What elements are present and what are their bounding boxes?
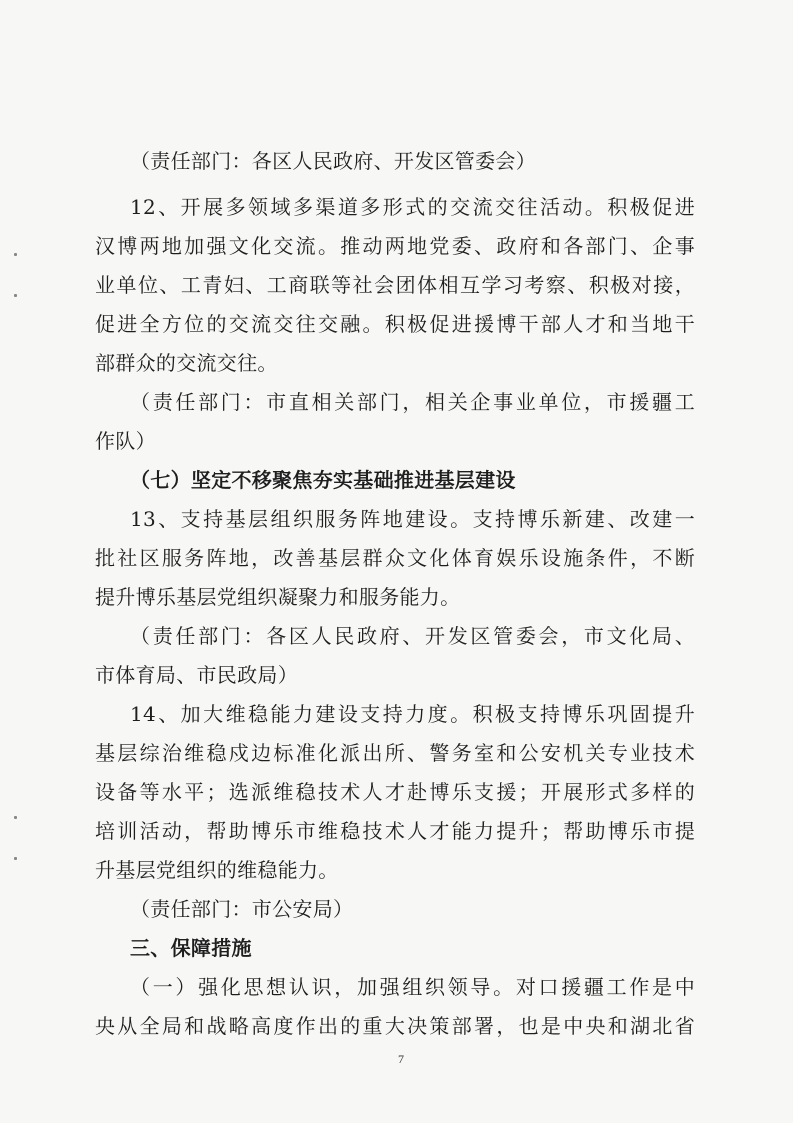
section-heading: 三、保障措施: [130, 936, 252, 960]
page-number: 7: [398, 1052, 404, 1066]
responsibility-note: （责任部门：各区人民政府、开发区管委会）: [130, 149, 536, 173]
paragraph-line: 汉博两地加强文化交流。推动两地党委、政府和各部门、企事: [95, 234, 695, 258]
paragraph-line: 设备等水平；选派维稳技术人才赴博乐支援；开展形式多样的: [95, 780, 695, 804]
paragraph-line: 13、支持基层组织服务阵地建设。支持博乐新建、改建一: [130, 507, 695, 531]
paragraph-line: 升基层党组织的维稳能力。: [95, 858, 339, 882]
paragraph-line: 14、加大维稳能力建设支持力度。积极支持博乐巩固提升: [130, 702, 695, 726]
paragraph-line: （一）强化思想认识，加强组织领导。对口援疆工作是中: [130, 975, 695, 999]
paragraph-line: 基层综治维稳戍边标准化派出所、警务室和公安机关专业技术: [95, 741, 695, 765]
binding-hole-mark: [14, 253, 17, 256]
responsibility-note: （责任部门：市公安局）: [130, 897, 354, 921]
paragraph-line: 批社区服务阵地，改善基层群众文化体育娱乐设施条件，不断: [95, 546, 695, 570]
paragraph-line: 部群众的交流交往。: [95, 351, 278, 375]
binding-hole-mark: [14, 857, 17, 860]
paragraph-line: 培训活动，帮助博乐市维稳技术人才能力提升；帮助博乐市提: [95, 819, 695, 843]
paragraph-line: 提升博乐基层党组织凝聚力和服务能力。: [95, 585, 461, 609]
section-subheading: （七）坚定不移聚焦夯实基础推进基层建设: [130, 468, 516, 492]
paragraph-line: 12、开展多领域多渠道多形式的交流交往活动。积极促进: [130, 195, 695, 219]
responsibility-note: （责任部门：各区人民政府、开发区管委会，市文化局、: [130, 624, 695, 648]
responsibility-note: 作队）: [95, 429, 156, 453]
responsibility-note: （责任部门：市直相关部门，相关企事业单位，市援疆工: [130, 390, 695, 414]
binding-hole-mark: [14, 294, 17, 297]
paragraph-line: 业单位、工青妇、工商联等社会团体相互学习考察、积极对接，: [95, 273, 695, 297]
responsibility-note: 市体育局、市民政局）: [95, 663, 298, 687]
paragraph-line: 央从全局和战略高度作出的重大决策部署，也是中央和湖北省: [95, 1014, 695, 1038]
paragraph-line: 促进全方位的交流交往交融。积极促进援博干部人才和当地干: [95, 312, 695, 336]
binding-hole-mark: [14, 816, 17, 819]
